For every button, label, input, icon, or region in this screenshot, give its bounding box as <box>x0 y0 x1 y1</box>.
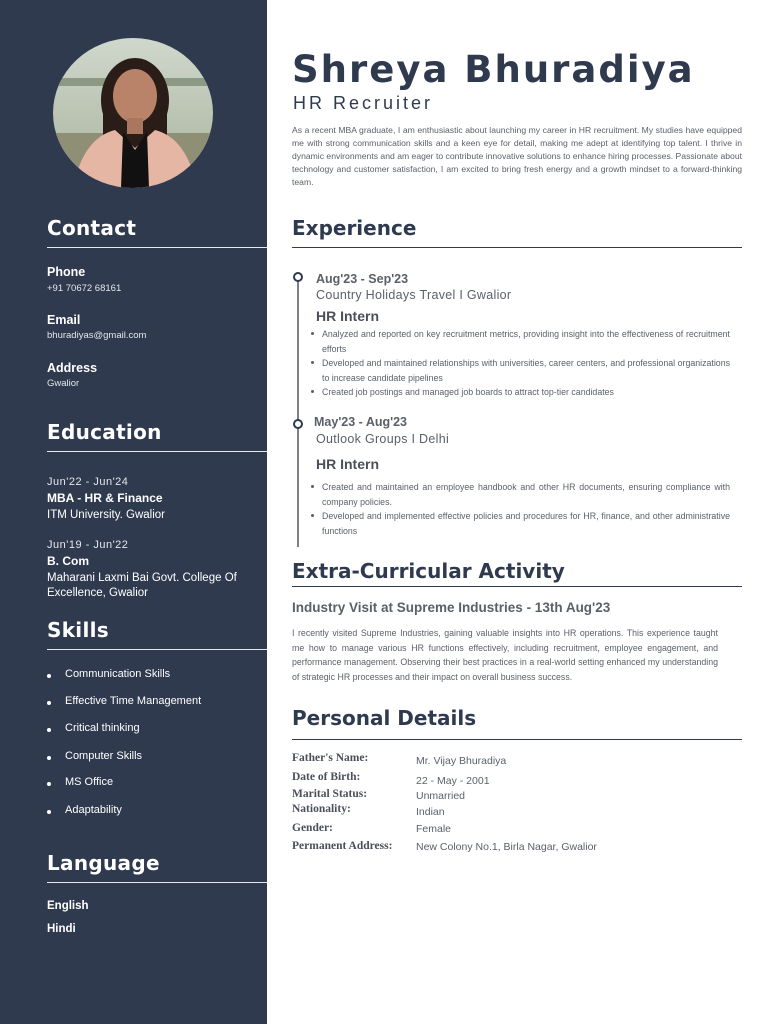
activity-description: I recently visited Supreme Industries, gaining valuable insights into HR operations. This experience taught me how to manage various HR functions effectively, including recruitment, employee engagement, and performance management. Observing their best practices in a real-world setting enhanced my understanding of strategic HR processes and their impact on overall business success. <box>292 628 718 682</box>
skill-label: Effective Time Management <box>65 695 202 707</box>
detail-label: Father's Name: <box>292 752 369 764</box>
list-item: Created job postings and managed job boards to attract top-tier candidates <box>311 385 730 400</box>
contact-heading: Contact <box>47 216 137 240</box>
language-item: Hindi <box>47 923 76 935</box>
skill-label: Adaptability <box>65 804 122 816</box>
bullet-icon <box>47 728 51 732</box>
job-title: HR Intern <box>316 456 379 472</box>
address-value: Gwalior <box>47 378 80 389</box>
job-company: Country Holidays Travel I Gwalior <box>316 288 512 302</box>
detail-value: Female <box>416 823 452 835</box>
personal-divider <box>292 739 742 740</box>
activity-divider <box>292 586 742 587</box>
list-item: Created and maintained an employee handbook and other HR documents, ensuring compliance with company policies. <box>311 480 730 509</box>
bullet-icon <box>47 756 51 760</box>
address-label: Address <box>47 361 98 375</box>
detail-value: 22 - May - 2001 <box>416 775 490 787</box>
detail-value: Mr. Vijay Bhuradiya <box>416 755 507 767</box>
timeline-dot-icon <box>293 419 303 429</box>
candidate-name: Shreya Bhuradiya <box>292 48 695 91</box>
education-school: Maharani Laxmi Bai Govt. College Of Excellence, Gwalior <box>47 572 237 599</box>
job-responsibilities <box>311 480 730 538</box>
profile-photo-image <box>53 38 213 188</box>
education-dates: Jun'22 - Jun'24 <box>47 476 129 488</box>
language-heading: Language <box>47 851 160 875</box>
list-item: Developed and implemented effective policies and procedures for HR, finance, and other administrative functions <box>311 509 730 538</box>
detail-value: New Colony No.1, Birla Nagar, Gwalior <box>416 841 597 853</box>
skill-label: Computer Skills <box>65 750 143 762</box>
bullet-icon <box>47 674 51 678</box>
job-responsibilities <box>311 327 730 400</box>
detail-label: Gender: <box>292 822 333 834</box>
timeline-line <box>297 277 299 547</box>
detail-label: Marital Status: <box>292 788 368 800</box>
detail-label: Permanent Address: <box>292 840 393 852</box>
education-school: ITM University. Gwalior <box>47 509 165 521</box>
education-dates: Jun'19 - Jun'22 <box>47 539 129 551</box>
skill-label: Communication Skills <box>65 668 171 680</box>
list-item: Developed and maintained relationships with universities, career centers, and professional organizations to increase candidate pipelines <box>311 356 730 385</box>
profile-summary: As a recent MBA graduate, I am enthusiastic about launching my career in HR recruitment. My studies have equipped me with strong communication skills and a keen eye for detail, making me adept at identifying top talent. I thrive in dynamic environments and am eager to contribute innovative solutions to enhance hiring processes. Passionate about technology and customer satisfaction, I am excited to bring fresh energy and a growth mindset to a forward-thinking team. <box>292 125 742 187</box>
skill-label: Critical thinking <box>65 722 140 734</box>
experience-heading: Experience <box>292 216 417 240</box>
education-degree: B. Com <box>47 554 89 568</box>
skills-divider <box>47 649 267 650</box>
email-label: Email <box>47 313 81 327</box>
detail-value: Indian <box>416 806 445 818</box>
education-degree: MBA - HR & Finance <box>47 491 163 505</box>
bullet-icon <box>47 810 51 814</box>
profile-photo <box>53 38 213 188</box>
experience-divider <box>292 247 742 248</box>
detail-label: Nationality: <box>292 803 351 815</box>
personal-heading: Personal Details <box>292 706 477 730</box>
job-title: HR Intern <box>316 308 379 324</box>
detail-value: Unmarried <box>416 790 466 802</box>
sidebar <box>0 0 267 1024</box>
timeline-dot-icon <box>293 272 303 282</box>
language-item: English <box>47 900 89 912</box>
skills-heading: Skills <box>47 618 109 642</box>
phone-value: +91 70672 68161 <box>47 283 122 294</box>
phone-label: Phone <box>47 265 86 279</box>
job-company: Outlook Groups I Delhi <box>316 432 450 446</box>
language-divider <box>47 882 267 883</box>
detail-label: Date of Birth: <box>292 771 361 783</box>
job-dates: May'23 - Aug'23 <box>314 415 408 429</box>
bullet-icon <box>47 782 51 786</box>
candidate-role: HR Recruiter <box>293 93 434 113</box>
education-divider <box>47 451 267 452</box>
bullet-icon <box>47 701 51 705</box>
email-value: bhuradiyas@gmail.com <box>47 330 147 341</box>
list-item: Analyzed and reported on key recruitment metrics, providing insight into the effectiveness of recruitment efforts <box>311 327 730 356</box>
activity-heading: Extra-Curricular Activity <box>292 559 565 583</box>
activity-title: Industry Visit at Supreme Industries - 13th Aug'23 <box>292 600 611 615</box>
skill-label: MS Office <box>65 776 114 788</box>
contact-divider <box>47 247 267 248</box>
job-dates: Aug'23 - Sep'23 <box>316 272 409 286</box>
education-heading: Education <box>47 420 162 444</box>
